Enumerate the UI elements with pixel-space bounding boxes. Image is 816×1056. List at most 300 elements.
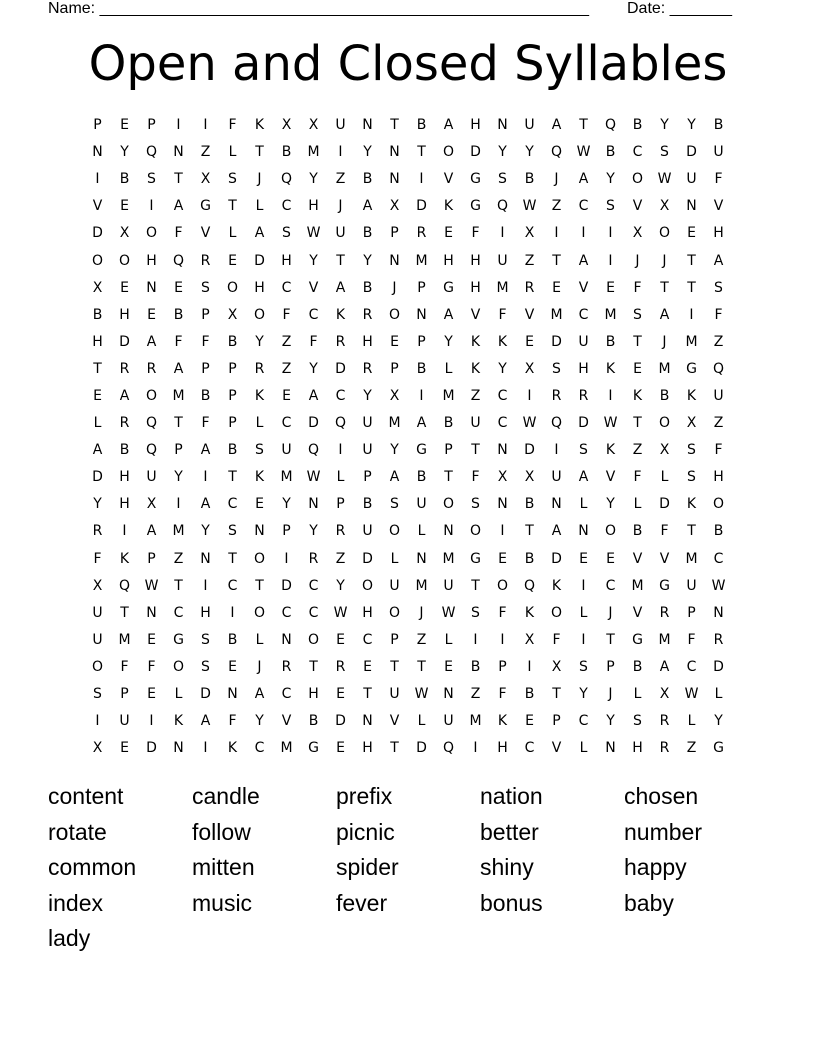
grid-letter[interactable]: Q — [280, 171, 293, 188]
grid-letter[interactable]: C — [713, 550, 724, 567]
grid-letter[interactable]: Q — [523, 577, 536, 594]
grid-letter[interactable]: U — [119, 713, 130, 730]
grid-letter[interactable]: W — [306, 469, 321, 486]
grid-letter[interactable]: X — [659, 686, 670, 703]
grid-letter[interactable]: Q — [307, 442, 320, 459]
grid-letter[interactable]: C — [524, 740, 535, 757]
grid-letter[interactable]: S — [552, 360, 561, 377]
grid-letter[interactable]: S — [660, 144, 669, 161]
grid-letter[interactable]: S — [471, 496, 480, 513]
grid-letter[interactable]: D — [119, 333, 130, 350]
grid-letter[interactable]: L — [660, 469, 669, 486]
grid-letter[interactable]: B — [713, 117, 724, 134]
grid-letter[interactable]: I — [581, 631, 586, 648]
grid-letter[interactable]: Y — [120, 144, 129, 161]
grid-letter[interactable]: N — [308, 496, 319, 513]
grid-letter[interactable]: H — [92, 333, 103, 350]
grid-letter[interactable]: K — [173, 713, 184, 730]
grid-letter[interactable]: A — [146, 333, 157, 350]
grid-letter[interactable]: L — [336, 469, 345, 486]
grid-letter[interactable]: B — [632, 658, 643, 675]
grid-letter[interactable]: N — [173, 740, 184, 757]
grid-letter[interactable]: E — [525, 713, 534, 730]
grid-letter[interactable]: D — [524, 442, 535, 459]
grid-letter[interactable]: C — [308, 604, 319, 621]
grid-letter[interactable]: F — [147, 658, 156, 675]
grid-letter[interactable]: N — [578, 523, 589, 540]
grid-letter[interactable]: T — [633, 333, 642, 350]
grid-letter[interactable]: D — [335, 360, 346, 377]
grid-letter[interactable]: T — [120, 604, 129, 621]
grid-letter[interactable]: W — [522, 415, 537, 432]
grid-letter[interactable]: W — [333, 604, 348, 621]
grid-letter[interactable]: G — [443, 279, 454, 296]
grid-letter[interactable]: L — [633, 686, 642, 703]
grid-letter[interactable]: O — [172, 658, 185, 675]
grid-letter[interactable]: J — [608, 686, 613, 703]
grid-letter[interactable]: W — [576, 144, 591, 161]
grid-letter[interactable]: K — [335, 306, 346, 323]
grid-letter[interactable]: N — [389, 171, 400, 188]
grid-letter[interactable]: A — [659, 658, 670, 675]
grid-letter[interactable]: U — [389, 577, 400, 594]
grid-letter[interactable]: A — [362, 198, 373, 215]
grid-letter[interactable]: X — [551, 658, 562, 675]
grid-letter[interactable]: T — [417, 658, 426, 675]
grid-letter[interactable]: O — [91, 658, 104, 675]
grid-letter[interactable]: E — [228, 252, 237, 269]
grid-letter[interactable]: V — [200, 225, 211, 242]
grid-letter[interactable]: K — [497, 713, 508, 730]
grid-letter[interactable]: B — [281, 144, 292, 161]
grid-letter[interactable]: M — [172, 387, 185, 404]
grid-letter[interactable]: T — [687, 279, 696, 296]
grid-letter[interactable]: Z — [173, 550, 184, 567]
grid-letter[interactable]: U — [551, 469, 562, 486]
grid-letter[interactable]: Z — [281, 333, 292, 350]
grid-letter[interactable]: I — [419, 171, 424, 188]
grid-letter[interactable]: R — [92, 523, 103, 540]
grid-letter[interactable]: P — [174, 442, 183, 459]
grid-letter[interactable]: J — [338, 198, 343, 215]
grid-letter[interactable]: I — [608, 252, 613, 269]
grid-letter[interactable]: P — [120, 686, 129, 703]
grid-letter[interactable]: N — [362, 117, 373, 134]
grid-letter[interactable]: C — [605, 577, 616, 594]
grid-letter[interactable]: D — [281, 577, 292, 594]
grid-letter[interactable]: P — [444, 442, 453, 459]
grid-letter[interactable]: E — [444, 658, 453, 675]
grid-letter[interactable]: R — [551, 387, 562, 404]
grid-letter[interactable]: I — [473, 631, 478, 648]
grid-letter[interactable]: R — [524, 279, 535, 296]
grid-letter[interactable]: N — [281, 631, 292, 648]
grid-letter[interactable]: P — [147, 117, 156, 134]
grid-letter[interactable]: O — [145, 387, 158, 404]
grid-letter[interactable]: H — [443, 252, 454, 269]
grid-letter[interactable]: E — [120, 279, 129, 296]
grid-letter[interactable]: L — [255, 631, 264, 648]
grid-letter[interactable]: N — [497, 442, 508, 459]
grid-letter[interactable]: X — [92, 577, 103, 594]
grid-letter[interactable]: Y — [498, 360, 507, 377]
grid-letter[interactable]: H — [200, 604, 211, 621]
grid-letter[interactable]: L — [174, 686, 183, 703]
grid-letter[interactable]: B — [227, 631, 238, 648]
grid-letter[interactable]: H — [146, 252, 157, 269]
grid-letter[interactable]: Y — [606, 496, 615, 513]
grid-letter[interactable]: N — [173, 144, 184, 161]
grid-letter[interactable]: V — [92, 198, 103, 215]
name-field[interactable] — [48, 0, 589, 18]
grid-letter[interactable]: Z — [686, 740, 697, 757]
grid-letter[interactable]: J — [662, 252, 667, 269]
grid-letter[interactable]: E — [255, 496, 264, 513]
grid-letter[interactable]: X — [632, 225, 643, 242]
grid-letter[interactable]: K — [254, 387, 265, 404]
grid-letter[interactable]: F — [660, 523, 669, 540]
grid-letter[interactable]: Q — [604, 117, 617, 134]
grid-letter[interactable]: T — [552, 686, 561, 703]
grid-letter[interactable]: C — [173, 604, 184, 621]
grid-letter[interactable]: O — [91, 252, 104, 269]
grid-letter[interactable]: H — [362, 604, 373, 621]
grid-letter[interactable]: C — [497, 387, 508, 404]
grid-letter[interactable]: H — [119, 306, 130, 323]
grid-letter[interactable]: N — [389, 144, 400, 161]
grid-letter[interactable]: L — [255, 198, 264, 215]
grid-letter[interactable]: O — [658, 225, 671, 242]
grid-letter[interactable]: M — [280, 740, 293, 757]
grid-letter[interactable]: U — [713, 144, 724, 161]
grid-letter[interactable]: U — [443, 577, 454, 594]
date-blank[interactable]: _______ — [669, 0, 732, 17]
grid-letter[interactable]: G — [200, 198, 211, 215]
grid-letter[interactable]: S — [579, 442, 588, 459]
grid-letter[interactable]: Y — [606, 171, 615, 188]
grid-letter[interactable]: I — [176, 117, 181, 134]
grid-letter[interactable]: I — [149, 713, 154, 730]
grid-letter[interactable]: H — [470, 252, 481, 269]
grid-letter[interactable]: X — [524, 469, 535, 486]
grid-letter[interactable]: W — [657, 171, 672, 188]
grid-letter[interactable]: V — [632, 550, 643, 567]
grid-letter[interactable]: M — [550, 306, 563, 323]
grid-letter[interactable]: K — [119, 550, 130, 567]
grid-letter[interactable]: O — [604, 523, 617, 540]
grid-letter[interactable]: U — [443, 713, 454, 730]
grid-letter[interactable]: Y — [363, 252, 372, 269]
grid-letter[interactable]: S — [147, 171, 156, 188]
grid-letter[interactable]: I — [176, 496, 181, 513]
grid-letter[interactable]: Z — [524, 252, 535, 269]
grid-letter[interactable]: D — [254, 252, 265, 269]
grid-letter[interactable]: R — [362, 306, 373, 323]
grid-letter[interactable]: T — [444, 469, 453, 486]
grid-letter[interactable]: Z — [281, 360, 292, 377]
grid-letter[interactable]: N — [686, 198, 697, 215]
grid-letter[interactable]: V — [713, 198, 724, 215]
grid-letter[interactable]: B — [119, 442, 130, 459]
grid-letter[interactable]: L — [417, 713, 426, 730]
grid-letter[interactable]: F — [552, 631, 561, 648]
grid-letter[interactable]: T — [687, 523, 696, 540]
grid-letter[interactable]: B — [605, 144, 616, 161]
grid-letter[interactable]: G — [713, 740, 724, 757]
grid-letter[interactable]: T — [363, 686, 372, 703]
grid-letter[interactable]: N — [497, 496, 508, 513]
grid-letter[interactable]: O — [388, 523, 401, 540]
grid-letter[interactable]: K — [254, 117, 265, 134]
grid-letter[interactable]: I — [581, 225, 586, 242]
grid-letter[interactable]: S — [201, 279, 210, 296]
grid-letter[interactable]: S — [93, 686, 102, 703]
grid-letter[interactable]: E — [120, 740, 129, 757]
grid-letter[interactable]: B — [659, 387, 670, 404]
grid-letter[interactable]: E — [120, 117, 129, 134]
grid-letter[interactable]: Z — [551, 198, 562, 215]
grid-letter[interactable]: J — [608, 604, 613, 621]
grid-letter[interactable]: Y — [309, 252, 318, 269]
grid-letter[interactable]: M — [604, 306, 617, 323]
grid-letter[interactable]: M — [658, 631, 671, 648]
grid-letter[interactable]: X — [497, 469, 508, 486]
grid-letter[interactable]: N — [443, 523, 454, 540]
grid-letter[interactable]: Z — [335, 171, 346, 188]
grid-letter[interactable]: Y — [606, 713, 615, 730]
grid-letter[interactable]: T — [390, 117, 399, 134]
grid-letter[interactable]: H — [632, 740, 643, 757]
grid-letter[interactable]: F — [201, 415, 210, 432]
grid-letter[interactable]: T — [471, 442, 480, 459]
grid-letter[interactable]: H — [308, 686, 319, 703]
grid-letter[interactable]: S — [228, 171, 237, 188]
grid-letter[interactable]: Y — [93, 496, 102, 513]
grid-letter[interactable]: K — [254, 469, 265, 486]
grid-letter[interactable]: L — [687, 713, 696, 730]
grid-letter[interactable]: E — [498, 550, 507, 567]
grid-letter[interactable]: H — [119, 469, 130, 486]
grid-letter[interactable]: A — [713, 252, 724, 269]
grid-letter[interactable]: L — [444, 360, 453, 377]
grid-letter[interactable]: E — [174, 279, 183, 296]
grid-letter[interactable]: E — [606, 550, 615, 567]
grid-letter[interactable]: U — [362, 523, 373, 540]
grid-letter[interactable]: M — [307, 144, 320, 161]
grid-letter[interactable]: P — [390, 225, 399, 242]
grid-letter[interactable]: K — [470, 333, 481, 350]
grid-letter[interactable]: S — [390, 496, 399, 513]
grid-letter[interactable]: S — [255, 442, 264, 459]
grid-letter[interactable]: C — [578, 306, 589, 323]
grid-letter[interactable]: N — [146, 604, 157, 621]
grid-letter[interactable]: S — [498, 171, 507, 188]
grid-letter[interactable]: S — [282, 225, 291, 242]
date-field[interactable] — [627, 0, 732, 18]
grid-letter[interactable]: C — [281, 604, 292, 621]
grid-letter[interactable]: A — [119, 387, 130, 404]
grid-letter[interactable]: P — [228, 415, 237, 432]
grid-letter[interactable]: M — [631, 577, 644, 594]
grid-letter[interactable]: M — [172, 523, 185, 540]
grid-letter[interactable]: N — [497, 117, 508, 134]
grid-letter[interactable]: N — [146, 279, 157, 296]
grid-letter[interactable]: P — [201, 306, 210, 323]
grid-letter[interactable]: O — [145, 225, 158, 242]
grid-letter[interactable]: Y — [309, 523, 318, 540]
grid-letter[interactable]: N — [389, 252, 400, 269]
grid-letter[interactable]: U — [335, 225, 346, 242]
grid-letter[interactable]: O — [253, 306, 266, 323]
grid-letter[interactable]: I — [527, 658, 532, 675]
grid-letter[interactable]: R — [713, 631, 724, 648]
grid-letter[interactable]: R — [119, 360, 130, 377]
grid-letter[interactable]: R — [416, 225, 427, 242]
grid-letter[interactable]: F — [687, 631, 696, 648]
grid-letter[interactable]: D — [416, 198, 427, 215]
grid-letter[interactable]: Q — [334, 415, 347, 432]
grid-letter[interactable]: O — [442, 144, 455, 161]
grid-letter[interactable]: B — [308, 713, 319, 730]
grid-letter[interactable]: E — [282, 387, 291, 404]
grid-letter[interactable]: A — [200, 496, 211, 513]
grid-letter[interactable]: O — [307, 631, 320, 648]
grid-letter[interactable]: Y — [363, 144, 372, 161]
grid-letter[interactable]: F — [309, 333, 318, 350]
grid-letter[interactable]: F — [498, 604, 507, 621]
grid-letter[interactable]: D — [335, 713, 346, 730]
grid-letter[interactable]: I — [554, 225, 559, 242]
grid-letter[interactable]: R — [659, 604, 670, 621]
grid-letter[interactable]: P — [336, 496, 345, 513]
grid-letter[interactable]: I — [527, 387, 532, 404]
grid-letter[interactable]: T — [390, 740, 399, 757]
grid-letter[interactable]: Y — [687, 117, 696, 134]
grid-letter[interactable]: E — [336, 740, 345, 757]
grid-letter[interactable]: W — [144, 577, 159, 594]
grid-letter[interactable]: J — [392, 279, 397, 296]
grid-letter[interactable]: C — [308, 577, 319, 594]
grid-letter[interactable]: C — [632, 144, 643, 161]
grid-letter[interactable]: R — [335, 523, 346, 540]
grid-letter[interactable]: H — [713, 469, 724, 486]
grid-letter[interactable]: Y — [714, 713, 723, 730]
grid-letter[interactable]: L — [390, 550, 399, 567]
grid-letter[interactable]: Q — [550, 415, 563, 432]
grid-letter[interactable]: B — [524, 686, 535, 703]
grid-letter[interactable]: U — [362, 442, 373, 459]
grid-letter[interactable]: S — [228, 523, 237, 540]
grid-letter[interactable]: D — [416, 740, 427, 757]
grid-letter[interactable]: A — [335, 279, 346, 296]
grid-letter[interactable]: F — [174, 225, 183, 242]
grid-letter[interactable]: P — [390, 360, 399, 377]
grid-letter[interactable]: I — [203, 117, 208, 134]
grid-letter[interactable]: S — [633, 306, 642, 323]
grid-letter[interactable]: I — [500, 225, 505, 242]
grid-letter[interactable]: L — [579, 740, 588, 757]
grid-letter[interactable]: D — [713, 658, 724, 675]
grid-letter[interactable]: P — [390, 631, 399, 648]
grid-letter[interactable]: H — [281, 252, 292, 269]
grid-letter[interactable]: U — [362, 415, 373, 432]
grid-letter[interactable]: V — [470, 306, 481, 323]
grid-letter[interactable]: O — [550, 604, 563, 621]
grid-letter[interactable]: Z — [470, 686, 481, 703]
grid-letter[interactable]: E — [147, 631, 156, 648]
grid-letter[interactable]: B — [173, 306, 184, 323]
grid-letter[interactable]: Z — [335, 550, 346, 567]
grid-letter[interactable]: A — [416, 415, 427, 432]
grid-letter[interactable]: S — [579, 658, 588, 675]
grid-letter[interactable]: B — [92, 306, 103, 323]
grid-letter[interactable]: D — [551, 550, 562, 567]
grid-letter[interactable]: G — [470, 171, 481, 188]
grid-letter[interactable]: L — [93, 415, 102, 432]
grid-letter[interactable]: F — [93, 550, 102, 567]
grid-letter[interactable]: Z — [713, 333, 724, 350]
grid-letter[interactable]: X — [119, 225, 130, 242]
grid-letter[interactable]: Y — [444, 333, 453, 350]
grid-letter[interactable]: O — [712, 496, 725, 513]
grid-letter[interactable]: D — [92, 469, 103, 486]
grid-letter[interactable]: R — [119, 415, 130, 432]
grid-letter[interactable]: B — [119, 171, 130, 188]
grid-letter[interactable]: E — [336, 686, 345, 703]
grid-letter[interactable]: C — [362, 631, 373, 648]
grid-letter[interactable]: O — [226, 279, 239, 296]
grid-letter[interactable]: Z — [632, 442, 643, 459]
grid-letter[interactable]: A — [443, 117, 454, 134]
grid-letter[interactable]: V — [443, 171, 454, 188]
grid-letter[interactable]: E — [687, 225, 696, 242]
grid-letter[interactable]: A — [173, 360, 184, 377]
grid-letter[interactable]: F — [714, 442, 723, 459]
grid-letter[interactable]: F — [120, 658, 129, 675]
grid-letter[interactable]: O — [253, 604, 266, 621]
grid-letter[interactable]: H — [254, 279, 265, 296]
grid-letter[interactable]: L — [633, 496, 642, 513]
grid-letter[interactable]: T — [228, 198, 237, 215]
grid-letter[interactable]: A — [551, 523, 562, 540]
grid-letter[interactable]: M — [280, 469, 293, 486]
grid-letter[interactable]: Z — [713, 415, 724, 432]
grid-letter[interactable]: D — [470, 144, 481, 161]
grid-letter[interactable]: V — [389, 713, 400, 730]
grid-letter[interactable]: P — [363, 469, 372, 486]
grid-letter[interactable]: K — [470, 360, 481, 377]
grid-letter[interactable]: U — [686, 171, 697, 188]
grid-letter[interactable]: X — [659, 442, 670, 459]
grid-letter[interactable]: A — [578, 252, 589, 269]
grid-letter[interactable]: D — [551, 333, 562, 350]
grid-letter[interactable]: U — [92, 604, 103, 621]
grid-letter[interactable]: U — [335, 117, 346, 134]
grid-letter[interactable]: P — [417, 279, 426, 296]
grid-letter[interactable]: T — [579, 117, 588, 134]
grid-letter[interactable]: K — [686, 387, 697, 404]
grid-letter[interactable]: B — [200, 387, 211, 404]
grid-letter[interactable]: M — [118, 631, 131, 648]
grid-letter[interactable]: R — [200, 252, 211, 269]
grid-letter[interactable]: E — [228, 658, 237, 675]
grid-letter[interactable]: R — [362, 360, 373, 377]
grid-letter[interactable]: I — [284, 550, 289, 567]
grid-letter[interactable]: E — [147, 686, 156, 703]
grid-letter[interactable]: X — [308, 117, 319, 134]
grid-letter[interactable]: K — [632, 387, 643, 404]
grid-letter[interactable]: A — [578, 171, 589, 188]
